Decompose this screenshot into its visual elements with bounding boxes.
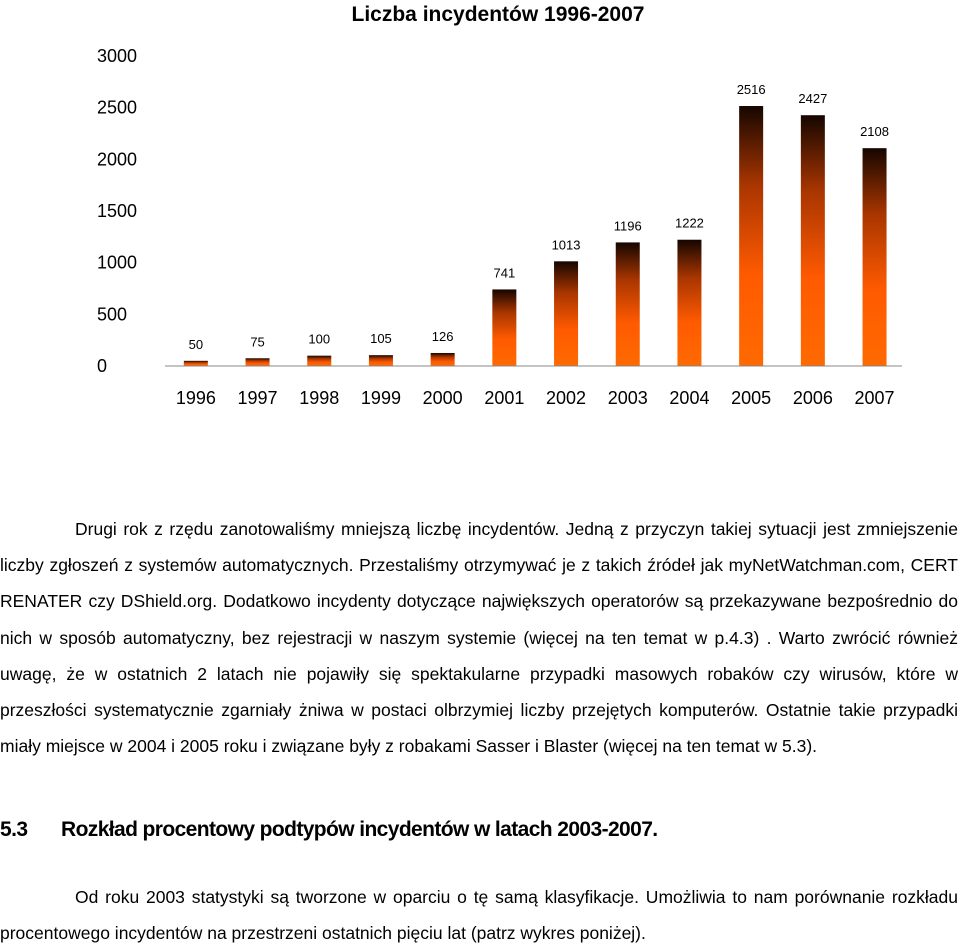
paragraph-1 — [0, 511, 958, 764]
chart-title: Liczba incydentów 1996-2007 — [351, 3, 645, 26]
bar-2005 — [739, 106, 763, 366]
text-line: 2004 i 2005 roku i związane były z robakami Sasser i Blaster (więcej na ten temat w 5.3). — [127, 736, 818, 757]
bar-2007 — [863, 148, 887, 366]
y-tick-label: 0 — [97, 356, 108, 376]
text-line: operatorów są przekazywane bezpośrednio do nich w sposób automatyczny, bez rejestracji w naszym — [0, 591, 958, 648]
text-line: Drugi rok z rzędu zanotowaliśmy mniejszą liczbę incydentów. Jedną z przyczyn takiej sytuacji jest — [75, 519, 857, 539]
x-tick-label: 1998 — [299, 388, 340, 408]
incidents-bar-chart — [0, 0, 960, 420]
bar-2000 — [431, 353, 455, 366]
text-line: myNetWatchman.com, CERT RENATER czy DShield.org. Dodatkowo incydenty dotyczące największych — [0, 555, 958, 612]
x-tick-label: 1996 — [175, 388, 216, 408]
x-tick-label: 2002 — [546, 388, 587, 408]
x-tick-label: 2000 — [422, 388, 463, 408]
y-tick-label: 1500 — [97, 201, 138, 221]
data-label-1997: 75 — [250, 334, 265, 350]
text-line: zgarniały żniwa w postaci olbrzymiej liczby przejętych komputerów. Ostatnie takie przypadki miały miejsce w — [0, 700, 958, 757]
bar-1997 — [246, 358, 270, 366]
x-axis — [176, 388, 895, 408]
text-line: systemie (więcej na ten temat w p.4.3) . Warto zwrócić również uwagę, że w ostatnich 2 latach nie — [0, 627, 959, 684]
y-tick-label: 1000 — [97, 252, 138, 273]
x-tick-label: 2004 — [669, 388, 710, 408]
bar-1999 — [369, 355, 393, 366]
bar-1996 — [184, 361, 208, 366]
x-tick-label: 2007 — [854, 388, 895, 408]
data-label-1996: 50 — [188, 336, 204, 352]
data-label-2007: 2108 — [860, 124, 890, 140]
section-number: 5.3 — [0, 818, 28, 841]
section-heading — [0, 818, 658, 842]
section-title: Rozkład procentowy podtypów incydentów w latach 2003-2007. — [61, 818, 658, 841]
text-line: pojawiły się spektakularne przypadki masowych robaków czy wirusów, które w przeszłości systematycznie — [0, 663, 959, 721]
text-line: Od roku 2003 statystyki są tworzone w oparciu o tę samą klasyfikacje. Umożliwia to nam — [75, 887, 795, 907]
y-tick-label: 2500 — [97, 97, 138, 118]
data-label-2001: 741 — [493, 265, 516, 281]
text-line: zmniejszenie liczby zgłoszeń z systemów automatycznych. Przestaliśmy otrzymywać je z takich źródeł jak — [0, 519, 958, 576]
y-tick-label: 3000 — [97, 46, 138, 66]
data-label-2006: 2427 — [798, 91, 828, 107]
x-tick-label: 1999 — [360, 388, 401, 408]
bar-2006 — [801, 115, 825, 366]
x-tick-label: 1997 — [237, 388, 278, 408]
bar-2001 — [492, 289, 516, 366]
paragraph-2 — [0, 879, 958, 951]
data-label-2004: 1222 — [674, 215, 704, 231]
y-axis — [97, 46, 137, 376]
bar-2004 — [677, 240, 701, 366]
data-label-2000: 126 — [431, 328, 454, 344]
y-tick-label: 500 — [97, 304, 128, 325]
bar-2003 — [616, 242, 640, 366]
x-tick-label: 2001 — [484, 388, 525, 408]
data-label-2003: 1196 — [613, 218, 642, 234]
data-label-1999: 105 — [370, 331, 392, 347]
data-label-2002: 1013 — [551, 237, 581, 253]
bars — [184, 82, 889, 366]
x-tick-label: 2003 — [607, 388, 648, 408]
x-tick-label: 2006 — [792, 388, 833, 408]
text-line: porównanie rozkładu procentowego incydentów na przestrzeni ostatnich pięciu lat (patrz wykres poniżej). — [0, 887, 958, 944]
data-label-2005: 2516 — [736, 82, 766, 98]
data-label-1998: 100 — [308, 331, 331, 347]
y-tick-label: 2000 — [97, 149, 138, 170]
bar-2002 — [554, 261, 578, 366]
bar-1998 — [307, 356, 331, 366]
x-tick-label: 2005 — [731, 388, 772, 408]
